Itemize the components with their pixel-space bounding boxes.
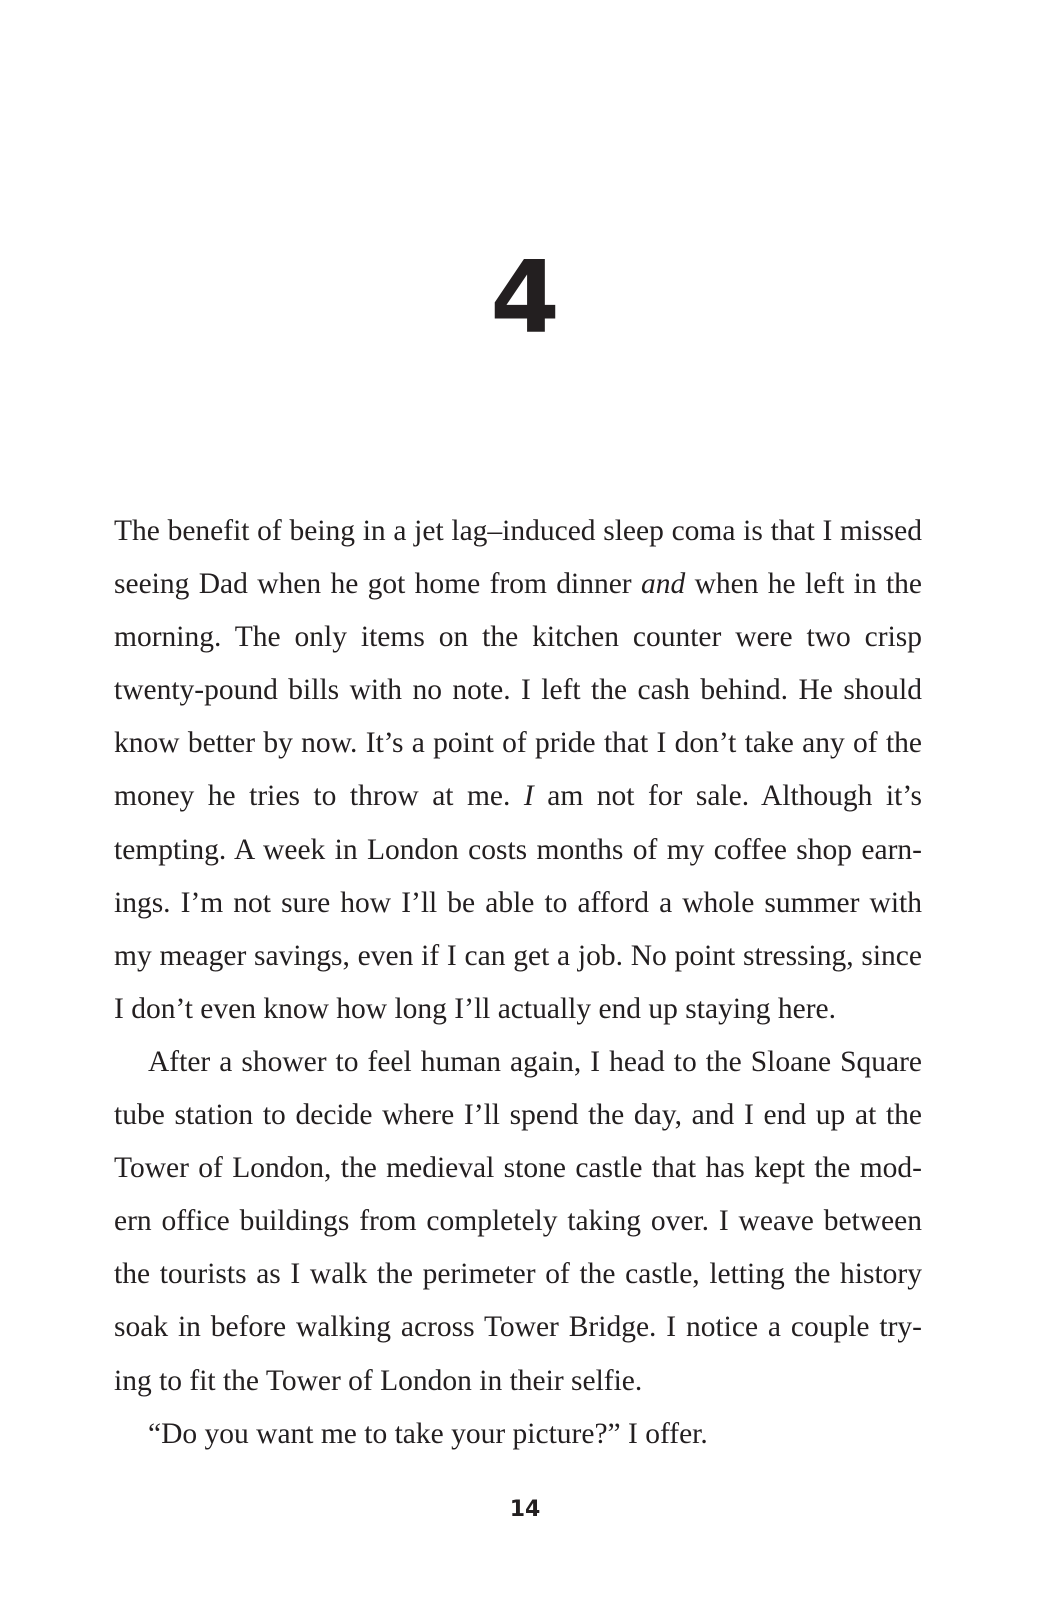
chapter-number: 4 (490, 239, 560, 356)
text-line: ern office buildings from completely taking over. I weave between (114, 1205, 922, 1238)
text-line: tempting. A week in London costs months of my coffee shop earn- (114, 833, 922, 866)
text-line: my meager savings, even if I can get a job. No point stressing, since (114, 939, 922, 972)
text-line: soak in before walking across Tower Bridge. I notice a couple try- (114, 1311, 922, 1344)
text-line: Tower of London, the medieval stone castle that has kept the mod- (114, 1152, 922, 1185)
text-line: After a shower to feel human again, I head to the Sloane Square (148, 1045, 922, 1078)
italic-emphasis: and (640, 568, 686, 601)
text-line: morning. The only items on the kitchen counter were two crisp (114, 621, 922, 654)
text-segment: when he left in the (685, 568, 922, 601)
paragraph (114, 1408, 922, 1461)
page-number: 14 (509, 1497, 541, 1522)
text-line: twenty-pound bills with no note. I left the cash behind. He should (114, 674, 922, 707)
text-line (114, 558, 922, 611)
text-line (114, 770, 922, 823)
text-line: know better by now. It’s a point of pride that I don’t take any of the (114, 727, 922, 760)
text-segment: money he tries to throw at me. (114, 780, 524, 813)
text-line: The benefit of being in a jet lag–induced sleep coma is that I missed (114, 515, 922, 547)
text-line: the tourists as I walk the perimeter of the castle, letting the history (114, 1258, 922, 1291)
text-segment: am not for sale. Although it’s (533, 780, 922, 813)
text-segment: seeing Dad when he got home from dinner (114, 568, 641, 601)
paragraph (114, 1036, 922, 1408)
text-line: ing to fit the Tower of London in their selfie. (114, 1364, 643, 1397)
text-line: “Do you want me to take your picture?” I offer. (148, 1417, 708, 1450)
text-line: ings. I’m not sure how I’ll be able to afford a whole summer with (114, 886, 922, 919)
italic-emphasis: I (523, 780, 534, 813)
chapter-body-text (114, 505, 922, 1461)
paragraph (114, 505, 922, 1036)
text-line: I don’t even know how long I’ll actually end up staying here. (114, 992, 837, 1025)
text-line: tube station to decide where I’ll spend the day, and I end up at the (114, 1099, 922, 1132)
